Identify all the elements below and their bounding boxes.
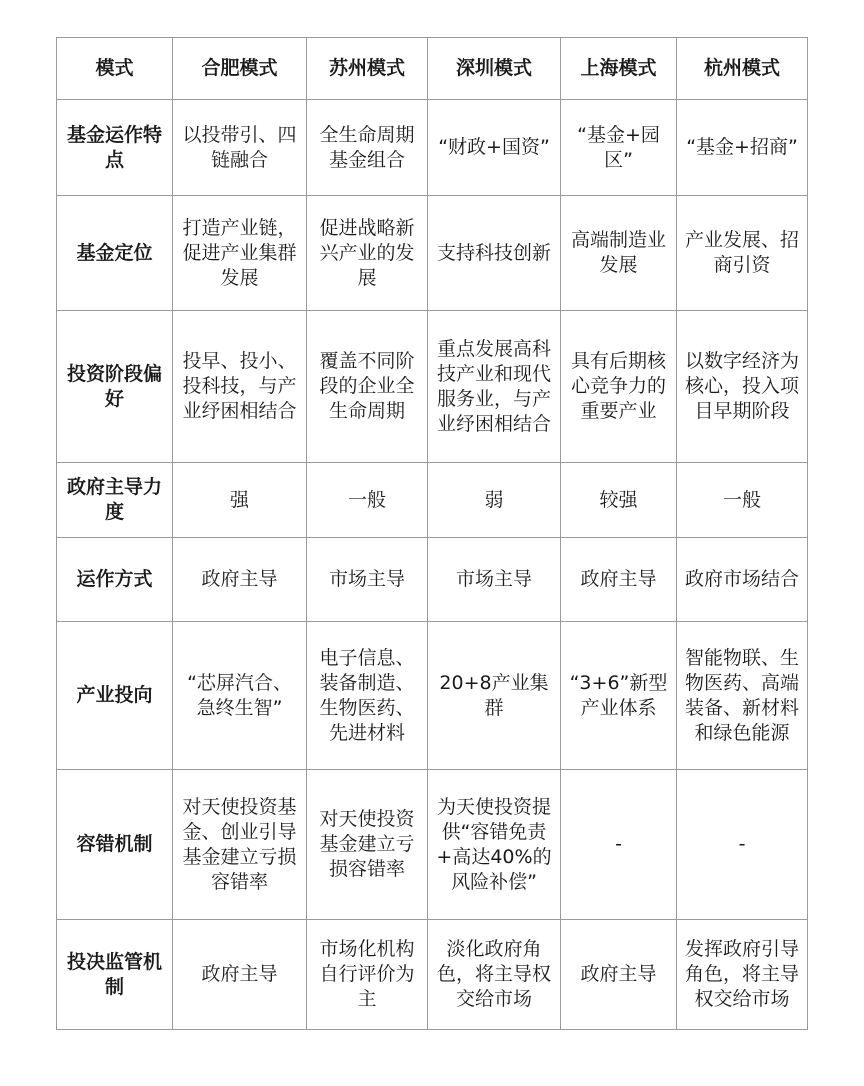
table-cell: 为天使投资提供“容错免责+高达40%的风险补偿”: [428, 770, 561, 920]
header-col-shanghai: 上海模式: [561, 38, 677, 100]
table-cell: 政府主导: [561, 538, 677, 622]
table-cell: -: [677, 770, 808, 920]
table-cell: 投早、投小、投科技，与产业纾困相结合: [173, 311, 307, 463]
table-cell: 市场主导: [428, 538, 561, 622]
table-cell: 覆盖不同阶段的企业全生命周期: [307, 311, 428, 463]
table-cell: 以数字经济为核心，投入项目早期阶段: [677, 311, 808, 463]
table-cell: 电子信息、装备制造、生物医药、先进材料: [307, 622, 428, 770]
table-row: [57, 196, 808, 311]
table-row: [57, 920, 808, 1030]
table-cell: 全生命周期基金组合: [307, 100, 428, 196]
comparison-table: [56, 37, 808, 1030]
table-cell: 对天使投资基金、创业引导基金建立亏损容错率: [173, 770, 307, 920]
table-cell: 20+8产业集群: [428, 622, 561, 770]
table-cell: 政府主导: [173, 920, 307, 1030]
table-cell: “基金+招商”: [677, 100, 808, 196]
table-cell: “基金+园区”: [561, 100, 677, 196]
table-cell: 支持科技创新: [428, 196, 561, 311]
header-col-hefei: 合肥模式: [173, 38, 307, 100]
header-col-shenzhen: 深圳模式: [428, 38, 561, 100]
table-cell: 淡化政府角色，将主导权交给市场: [428, 920, 561, 1030]
table-cell: 强: [173, 463, 307, 538]
table-cell: 较强: [561, 463, 677, 538]
row-label: 基金定位: [57, 196, 173, 311]
table-cell: 促进战略新兴产业的发展: [307, 196, 428, 311]
row-label: 基金运作特点: [57, 100, 173, 196]
header-row: [57, 38, 808, 100]
table-cell: 对天使投资基金建立亏损容错率: [307, 770, 428, 920]
table-cell: 智能物联、生物医药、高端装备、新材料和绿色能源: [677, 622, 808, 770]
table-cell: 政府主导: [561, 920, 677, 1030]
header-col-suzhou: 苏州模式: [307, 38, 428, 100]
table-cell: “财政+国资”: [428, 100, 561, 196]
table-cell: 一般: [677, 463, 808, 538]
table-row: [57, 311, 808, 463]
table-cell: 政府主导: [173, 538, 307, 622]
table-cell: 政府市场结合: [677, 538, 808, 622]
row-label: 政府主导力度: [57, 463, 173, 538]
table-cell: 高端制造业发展: [561, 196, 677, 311]
table-cell: “3+6”新型产业体系: [561, 622, 677, 770]
table-cell: 发挥政府引导角色，将主导权交给市场: [677, 920, 808, 1030]
table-row: [57, 770, 808, 920]
table-cell: 重点发展高科技产业和现代服务业，与产业纾困相结合: [428, 311, 561, 463]
table-cell: -: [561, 770, 677, 920]
header-row-label: 模式: [57, 38, 173, 100]
row-label: 投决监管机制: [57, 920, 173, 1030]
table-row: [57, 100, 808, 196]
row-label: 产业投向: [57, 622, 173, 770]
table-cell: 弱: [428, 463, 561, 538]
table-cell: 市场主导: [307, 538, 428, 622]
table-row: [57, 538, 808, 622]
table-cell: 一般: [307, 463, 428, 538]
header-col-hangzhou: 杭州模式: [677, 38, 808, 100]
row-label: 运作方式: [57, 538, 173, 622]
row-label: 容错机制: [57, 770, 173, 920]
table-cell: 具有后期核心竞争力的重要产业: [561, 311, 677, 463]
table-row: [57, 622, 808, 770]
table-cell: 打造产业链，促进产业集群发展: [173, 196, 307, 311]
table-cell: 产业发展、招商引资: [677, 196, 808, 311]
table-cell: 市场化机构自行评价为主: [307, 920, 428, 1030]
row-label: 投资阶段偏好: [57, 311, 173, 463]
table-row: [57, 463, 808, 538]
table-cell: 以投带引、四链融合: [173, 100, 307, 196]
table-cell: “芯屏汽合、急终生智”: [173, 622, 307, 770]
